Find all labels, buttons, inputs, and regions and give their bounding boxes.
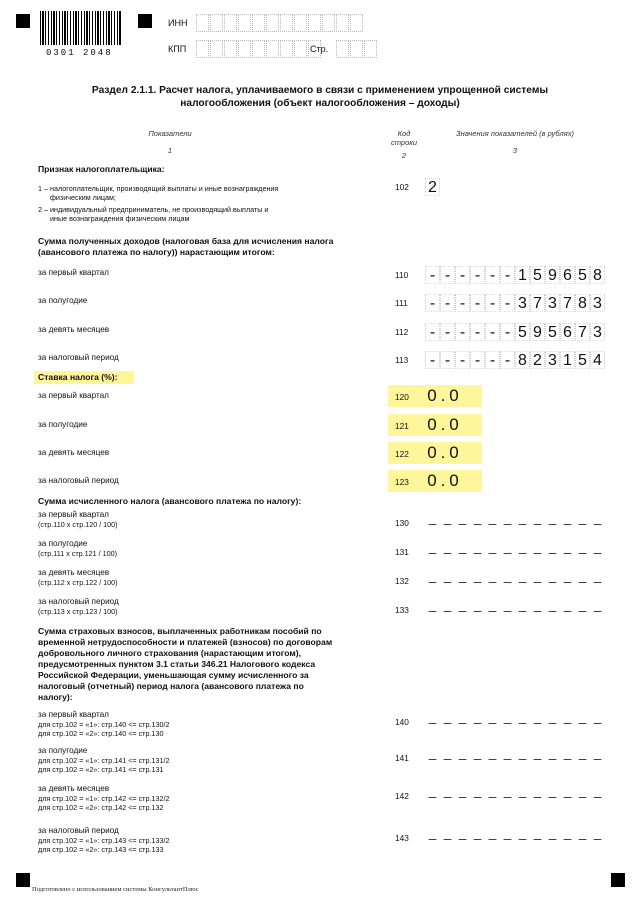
row-formula: для стр.102 = «1»: стр.143 <= стр.133/2 — [38, 836, 170, 845]
line-code: 130 — [395, 518, 409, 528]
value-digit: 3 — [590, 294, 605, 312]
rate-decimal-point: . — [440, 415, 446, 434]
rate-row-label: за полугодие — [38, 420, 88, 429]
row-formula: (стр.112 х стр.122 / 100) — [38, 578, 118, 587]
title-line: добровольного личного страхования (нарастающим итогом), — [38, 648, 302, 658]
row-formula: для стр.102 = «2»: стр.140 <= стр.130 — [38, 729, 164, 738]
value-digit: - — [470, 351, 485, 369]
line-code-102: 102 — [395, 182, 409, 192]
value-digit: - — [500, 294, 515, 312]
insurance-value-field[interactable]: – – – – – – – – – – – – — [428, 830, 602, 846]
rate-value-field[interactable] — [425, 472, 461, 490]
income-row-label: за полугодие — [38, 296, 88, 305]
value-digit: - — [440, 323, 455, 341]
row-title: за полугодие — [38, 539, 88, 548]
calc-row-label — [38, 539, 117, 558]
value-digit: - — [425, 351, 440, 369]
insurance-value-field[interactable]: – – – – – – – – – – – – — [428, 788, 602, 804]
rate-row-label: за первый квартал — [38, 391, 109, 400]
income-value-field[interactable] — [425, 266, 605, 284]
value-digit: 5 — [575, 266, 590, 284]
rate-title: Ставка налога (%): — [38, 372, 118, 382]
rate-frac-digit: 0 — [449, 471, 459, 490]
barcode-number: 0301 2048 — [46, 48, 113, 58]
row-formula: для стр.102 = «1»: стр.140 <= стр.130/2 — [38, 720, 170, 729]
taxpayer-sign-field[interactable] — [425, 178, 440, 196]
line-code: 111 — [395, 298, 408, 308]
value-digit: 5 — [530, 266, 545, 284]
value-digit: - — [485, 323, 500, 341]
rate-int-digit: 0 — [427, 471, 437, 490]
line-code: 131 — [395, 547, 409, 557]
line-code: 110 — [395, 270, 409, 280]
value-digit: - — [455, 266, 470, 284]
value-digit: 2 — [530, 351, 545, 369]
value-digit: 7 — [575, 323, 590, 341]
value-digit: 8 — [575, 294, 590, 312]
value-digit: - — [500, 323, 515, 341]
line-code: 113 — [395, 355, 409, 365]
line-code: 120 — [395, 392, 409, 402]
insurance-row-label — [38, 746, 169, 774]
column-header-code: Код строки — [391, 129, 417, 147]
value-digit: 4 — [590, 351, 605, 369]
row-formula: для стр.102 = «1»: стр.142 <= стр.132/2 — [38, 794, 170, 803]
value-digit: 8 — [590, 266, 605, 284]
value-digit: - — [485, 351, 500, 369]
rate-decimal-point: . — [440, 443, 446, 462]
row-title: за первый квартал — [38, 710, 109, 719]
line-code: 123 — [395, 477, 409, 487]
calc-row-label — [38, 568, 118, 587]
rate-decimal-point: . — [440, 471, 446, 490]
corner-marker-top-left — [16, 14, 30, 28]
row-formula: (стр.111 х стр.121 / 100) — [38, 549, 118, 558]
value-digit: 3 — [590, 323, 605, 341]
income-row-label: за девять месяцев — [38, 325, 110, 334]
value-digit: - — [455, 351, 470, 369]
rate-int-digit: 0 — [427, 415, 437, 434]
rate-value-field[interactable] — [425, 444, 461, 462]
value-digit: 1 — [515, 266, 530, 284]
value-digit: 3 — [545, 294, 560, 312]
column-header-values: Значения показателей (в рублях) — [456, 129, 574, 138]
value-digit: - — [425, 323, 440, 341]
row-formula: для стр.102 = «2»: стр.143 <= стр.133 — [38, 845, 164, 854]
row-formula: (стр.113 х стр.123 / 100) — [38, 607, 118, 616]
row-title: за девять месяцев — [38, 568, 110, 577]
value-digit: - — [455, 294, 470, 312]
row-formula: для стр.102 = «2»: стр.142 <= стр.132 — [38, 803, 164, 812]
line-code: 133 — [395, 605, 409, 615]
value-digit: - — [470, 266, 485, 284]
calc-value-field[interactable]: – – – – – – – – – – – – — [428, 515, 602, 531]
value-digit: - — [500, 266, 515, 284]
value-digit: 5 — [545, 323, 560, 341]
value-digit: 1 — [560, 351, 575, 369]
title-line: временной нетрудоспособности и платежей (взносов) по договорам — [38, 637, 333, 647]
calc-value-field[interactable]: – – – – – – – – – – – – — [428, 544, 602, 560]
column-header-indicators: Показатели — [148, 129, 192, 138]
section-title: Раздел 2.1.1. Расчет налога, уплачиваемого в связи с применением упрощенной системы налогообложения (объект налогообложения – доходы) — [91, 85, 549, 109]
row-title: за первый квартал — [38, 510, 109, 519]
column-header-code-num: 2 — [401, 151, 407, 160]
insurance-row-label — [38, 710, 169, 738]
corner-marker-top-right — [138, 14, 152, 28]
calc-tax-title: Сумма исчисленного налога (авансового платежа по налогу): — [38, 496, 302, 506]
insurance-row-label — [38, 826, 169, 854]
line-code: 122 — [395, 449, 409, 459]
barcode-image — [40, 11, 122, 45]
calc-row-label — [38, 510, 118, 529]
value-digit: - — [485, 266, 500, 284]
rate-value-field[interactable] — [425, 387, 461, 405]
taxpayer-sign-option1: 1 – налогоплательщик, производящий выплаты и иные вознаграждения физическим лицам; — [38, 184, 279, 202]
line-code: 143 — [395, 833, 409, 843]
value-digit: - — [440, 351, 455, 369]
page-label: Стр. — [310, 44, 329, 54]
row-formula: для стр.102 = «1»: стр.141 <= стр.131/2 — [38, 756, 170, 765]
value-digit: 5 — [515, 323, 530, 341]
insurance-row-label — [38, 784, 169, 812]
value-digit: 6 — [560, 266, 575, 284]
rate-value-field[interactable] — [425, 416, 461, 434]
value-digit: 3 — [515, 294, 530, 312]
title-line: Российской Федерации, уменьшающая сумму исчисленного за — [38, 670, 309, 680]
value-digit: 5 — [575, 351, 590, 369]
rate-row-label: за девять месяцев — [38, 448, 110, 457]
value-digit: 3 — [545, 351, 560, 369]
calc-value-field[interactable]: – – – – – – – – – – – – — [428, 602, 602, 618]
value-digit: 9 — [530, 323, 545, 341]
value-digit: 6 — [560, 323, 575, 341]
value-digit: - — [485, 294, 500, 312]
kpp-field[interactable] — [196, 40, 322, 58]
line-code: 121 — [395, 421, 409, 431]
title-line: налогу): — [38, 692, 73, 702]
rate-frac-digit: 0 — [449, 415, 459, 434]
value-digit: - — [470, 323, 485, 341]
income-row-label: за первый квартал — [38, 268, 109, 277]
taxpayer-sign-option2: 2 – индивидуальный предприниматель, не производящий выплаты и иные вознаграждения физическим лицам — [38, 205, 269, 223]
value-digit: 7 — [530, 294, 545, 312]
inn-label: ИНН — [168, 18, 188, 28]
value-digit: - — [440, 266, 455, 284]
row-title: за налоговый период — [38, 826, 119, 835]
calc-value-field[interactable]: – – – – – – – – – – – – — [428, 573, 602, 589]
value-digit: - — [425, 266, 440, 284]
title-line: предусмотренных пунктом 3.1 статьи 346.21 Налогового кодекса — [38, 659, 316, 669]
rate-int-digit: 0 — [427, 443, 437, 462]
taxpayer-sign-value: 2 — [425, 178, 440, 196]
line-code: 132 — [395, 576, 409, 586]
value-digit: - — [500, 351, 515, 369]
kpp-label: КПП — [168, 44, 187, 54]
rate-frac-digit: 0 — [449, 386, 459, 405]
insurance-title — [38, 626, 380, 703]
taxpayer-sign-title: Признак налогоплательщика: — [38, 164, 165, 174]
column-header-indicators-num: 1 — [167, 146, 173, 155]
value-digit: 7 — [560, 294, 575, 312]
page-number-field[interactable] — [336, 40, 378, 58]
value-digit: - — [455, 323, 470, 341]
rate-row-label: за налоговый период — [38, 476, 119, 485]
footer-note: Подготовлено с использованием системы КонсультантПлюс — [32, 886, 199, 893]
inn-field[interactable] — [196, 14, 364, 32]
income-value-field[interactable] — [425, 323, 605, 341]
row-title: за полугодие — [38, 746, 88, 755]
income-value-field[interactable] — [425, 294, 605, 312]
row-formula: для стр.102 = «2»: стр.141 <= стр.131 — [38, 765, 164, 774]
rate-int-digit: 0 — [427, 386, 437, 405]
calc-row-label — [38, 597, 119, 616]
title-line: налоговый (отчетный) период налога (авансового платежа по — [38, 681, 304, 691]
value-digit: - — [470, 294, 485, 312]
column-header-values-num: 3 — [512, 146, 518, 155]
line-code: 140 — [395, 717, 409, 727]
value-digit: 9 — [545, 266, 560, 284]
income-title: Сумма полученных доходов (налоговая база для исчисления налога (авансового платежа по налогу)) нарастающим итогом: — [38, 236, 334, 257]
row-formula: (стр.110 х стр.120 / 100) — [38, 520, 118, 529]
line-code: 141 — [395, 753, 409, 763]
rate-decimal-point: . — [440, 386, 446, 405]
row-title: за девять месяцев — [38, 784, 110, 793]
row-title: за налоговый период — [38, 597, 119, 606]
value-digit: 8 — [515, 351, 530, 369]
value-digit: - — [440, 294, 455, 312]
corner-marker-bottom-left — [16, 873, 30, 887]
value-digit: - — [425, 294, 440, 312]
rate-frac-digit: 0 — [449, 443, 459, 462]
income-value-field[interactable] — [425, 351, 605, 369]
insurance-value-field[interactable]: – – – – – – – – – – – – — [428, 714, 602, 730]
income-row-label: за налоговый период — [38, 353, 119, 362]
title-line: Сумма страховых взносов, выплаченных работникам пособий по — [38, 626, 322, 636]
line-code: 112 — [395, 327, 409, 337]
insurance-value-field[interactable]: – – – – – – – – – – – – — [428, 750, 602, 766]
line-code: 142 — [395, 791, 409, 801]
corner-marker-bottom-right — [611, 873, 625, 887]
